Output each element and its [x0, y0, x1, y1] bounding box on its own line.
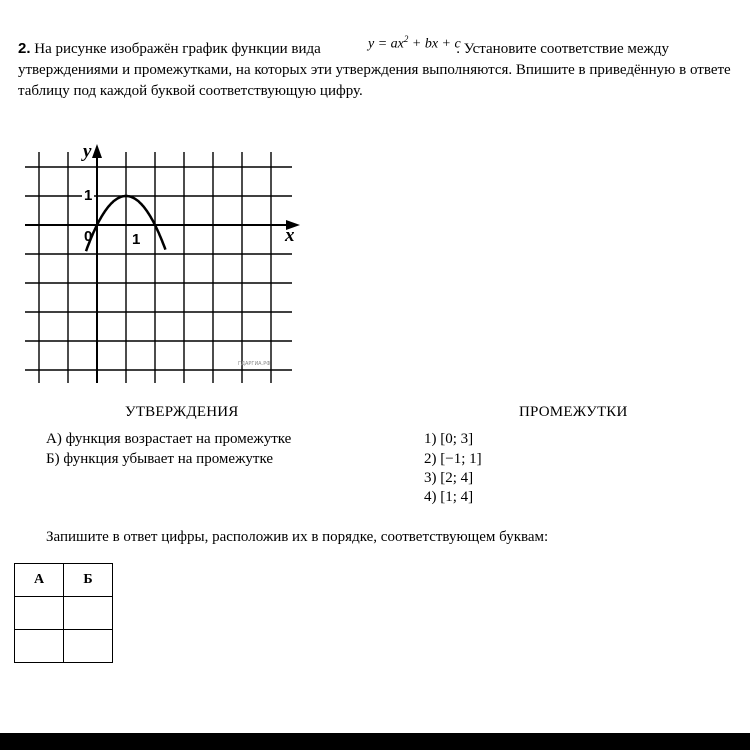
bottom-bar [0, 733, 750, 750]
graph-grid [25, 140, 292, 383]
graph-axes [25, 144, 300, 383]
interval-3: 3) [2; 4] [424, 470, 474, 486]
statements-header: УТВЕРЖДЕНИЯ [125, 404, 239, 420]
function-graph [20, 140, 310, 390]
answer-instruction: Запишите в ответ цифры, расположив их в порядке, соответствующем буквам: [46, 529, 549, 545]
interval-2: 2) [−1; 1] [424, 451, 482, 467]
origin-label: 0 [84, 228, 93, 245]
problem-number: 2. [18, 40, 31, 57]
answer-table [14, 563, 113, 663]
interval-1: 1) [0; 3] [424, 431, 474, 447]
problem-text-after: . Установите соответствие между утверждениями и промежутками, на которых эти утверждения выполняются. Впишите в приведённую в ответе таблицу под каждой буквой соответствующую цифру. [18, 41, 731, 99]
answer-header-b: Б [64, 564, 113, 597]
answer-table-input-row[interactable] [15, 597, 113, 630]
x-axis-label: x [285, 225, 295, 246]
answer-table-header-row [15, 564, 113, 597]
statement-a: А) функция возрастает на промежутке [46, 431, 292, 447]
answer-cell-a[interactable] [15, 597, 64, 630]
y-tick-label: 1 [84, 187, 93, 204]
x-tick-label: 1 [132, 231, 141, 248]
y-axis-label: y [83, 141, 92, 162]
answer-table-empty-row [15, 630, 113, 663]
answer-header-a: А [15, 564, 64, 597]
statement-b: Б) функция убывает на промежутке [46, 451, 274, 467]
intervals-header: ПРОМЕЖУТКИ [519, 404, 628, 420]
answer-cell-b[interactable] [64, 597, 113, 630]
interval-4: 4) [1; 4] [424, 489, 474, 505]
watermark: ГДАРГИА.РФ [238, 361, 271, 367]
problem-text-before: На рисунке изображён график функции вида [34, 41, 321, 57]
y-axis-arrow [92, 144, 102, 158]
function-formula: $y = ax^2$ + bx + c [368, 34, 461, 52]
